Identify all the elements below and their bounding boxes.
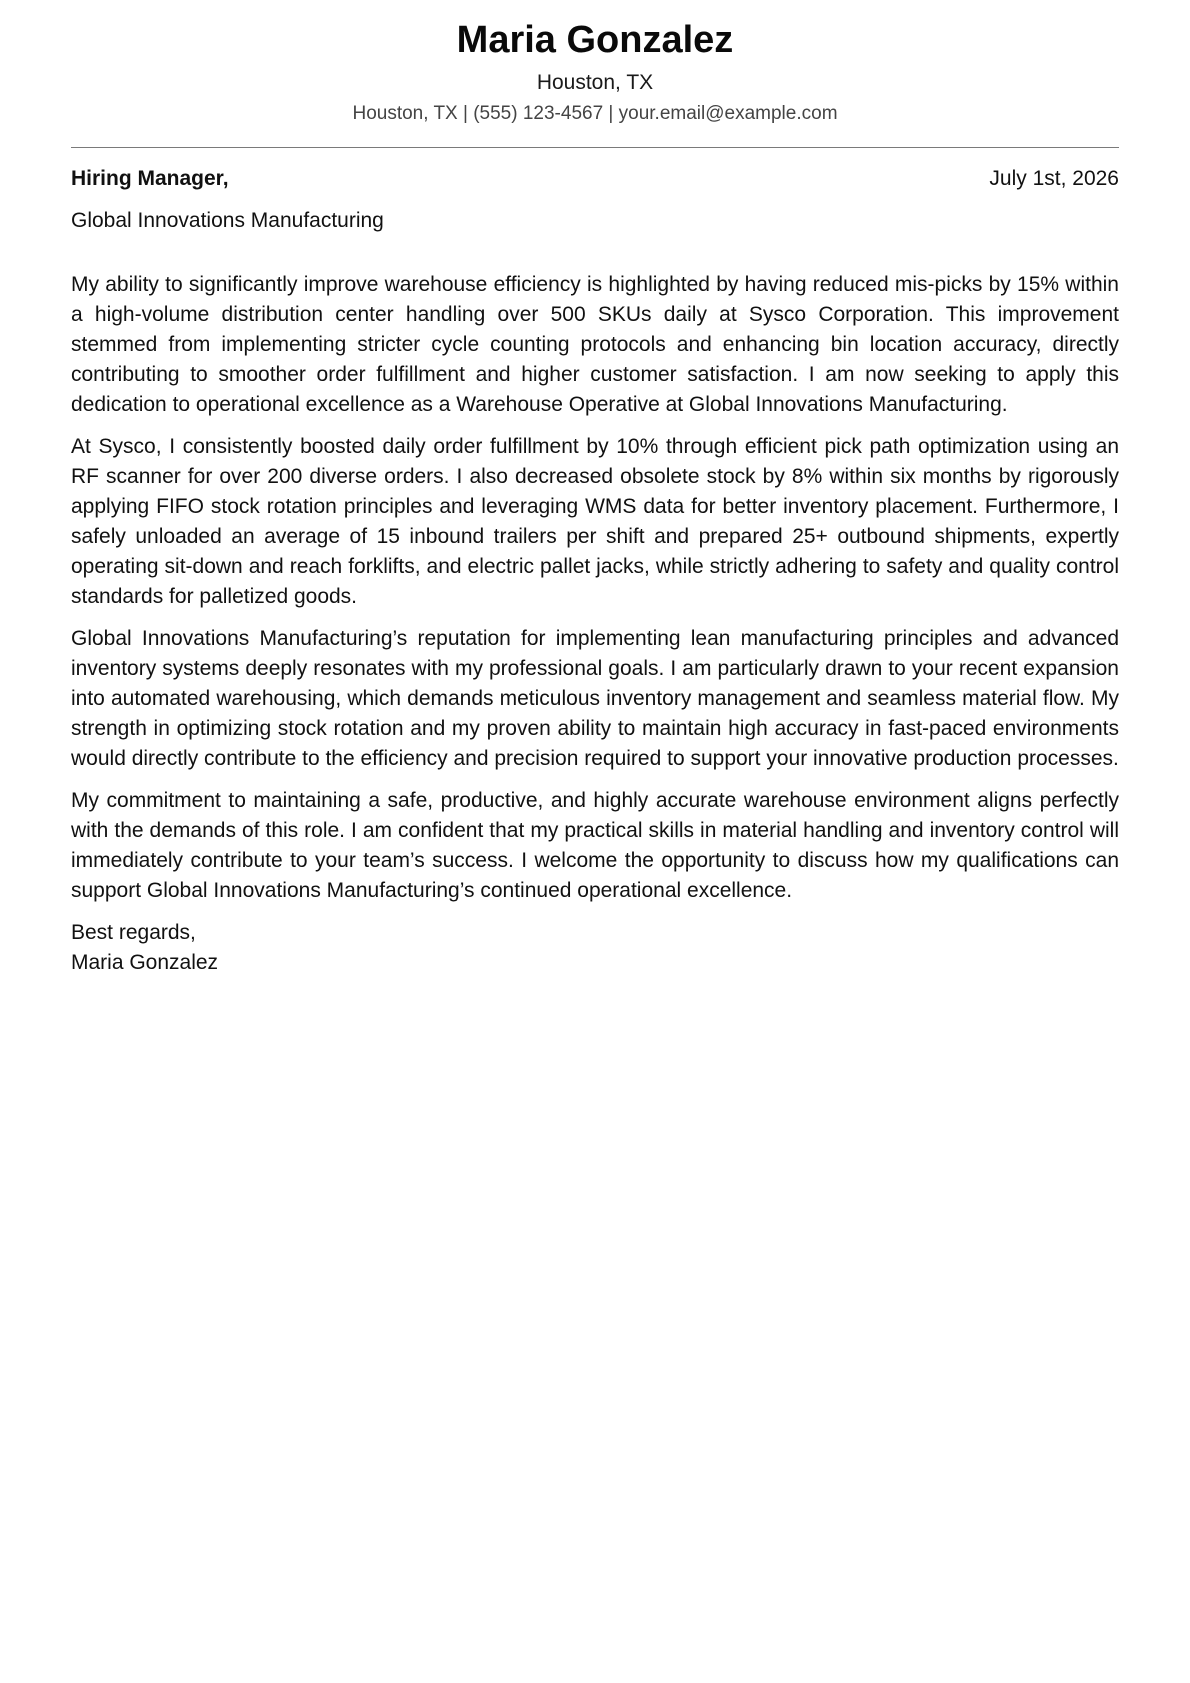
body-paragraph: At Sysco, I consistently boosted daily order fulfillment by 10% through efficient pick path optimization using an RF scanner for over 200 diverse orders. I also decreased obsolete stock by 8% within six months by rigorously applying FIFO stock rotation principles and leveraging WMS data for better inventory placement. Furthermore, I safely unloaded an average of 15 inbound trailers per shift and prepared 25+ outbound shipments, expertly operating sit-down and reach forklifts, and electric pallet jacks, while strictly adhering to safety and quality control standards for palletized goods. (71, 435, 1119, 608)
letter-header (71, 0, 1119, 128)
contact-line: Houston, TX | (555) 123-4567 | your.email@example.com (352, 103, 838, 124)
body-paragraph: My ability to significantly improve warehouse efficiency is highlighted by having reduced mis-picks by 15% within a high-volume distribution center handling over 500 SKUs daily at Sysco Corporation. This improvement stemmed from implementing stricter cycle counting protocols and enhancing bin location accuracy, directly contributing to smoother order fulfillment and higher customer satisfaction. I am now seeking to apply this dedication to operational excellence as a Warehouse Operative at Global Innovations Manufacturing. (71, 273, 1119, 416)
closing-phrase: Best regards, (71, 921, 196, 944)
letter-closing (71, 918, 1119, 978)
body-paragraph: Global Innovations Manufacturing’s reputation for implementing lean manufacturing principles and advanced inventory systems deeply resonates with my professional goals. I am particularly drawn to your recent expansion into automated warehousing, which demands meticulous inventory management and seamless material flow. My strength in optimizing stock rotation and my proven ability to maintain high accuracy in fast-paced environments would directly contribute to the efficiency and precision required to support your innovative production processes. (71, 627, 1119, 770)
body-paragraph: My commitment to maintaining a safe, productive, and highly accurate warehouse environment aligns perfectly with the demands of this role. I am confident that my practical skills in material handling and inventory control will immediately contribute to your team’s success. I welcome the opportunity to discuss how my qualifications can support Global Innovations Manufacturing’s continued operational excellence. (71, 789, 1119, 902)
company-name: Global Innovations Manufacturing (71, 209, 384, 232)
salutation-row (71, 164, 1119, 194)
letter-body (71, 270, 1119, 906)
letter-date: July 1st, 2026 (989, 167, 1119, 190)
signature-name: Maria Gonzalez (71, 951, 219, 974)
applicant-name: Maria Gonzalez (456, 19, 734, 61)
recipient-salutation: Hiring Manager, (71, 167, 229, 190)
applicant-location: Houston, TX (536, 71, 654, 94)
header-divider (71, 147, 1119, 148)
